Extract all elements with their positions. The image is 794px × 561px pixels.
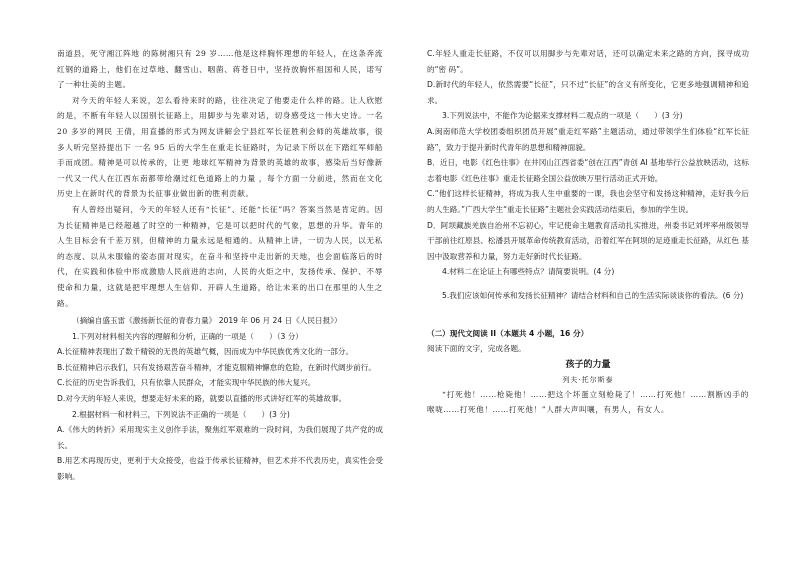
question-3-option-b: B．近日，电影《红色往事》在井冈山江西省委“创在江西”青创 AI 基地举行公益放映活动，这标 志着电影《红色往事》重走长征路全国公益放映万里行活动正式开始。 [427, 158, 749, 183]
question-3-stem: 3.下列说法中，不能作为论据来支撑材料二观点的一项是（ ）(3 分) [442, 111, 683, 121]
left-column [57, 46, 383, 485]
question-1-option-c: C.长征的历史告诉我们，只有依靠人民群众，才能实现中华民族的伟大复兴。 [57, 378, 316, 388]
question-5: 5.我们应该如何传承和发扬长征精神？请结合材料和自己的生活实际谈谈你的看法。(6 分) [442, 290, 744, 300]
question-1-option-a: A.长征精神表现出了数千精锐的无畏的英雄气概，因而成为中华民族优秀文化的一部分。 [57, 347, 354, 357]
question-1-option-d: D.对今天的年轻人来说，想要走好未来的路，就要以直播的形式讲好红军的英雄故事。 [57, 394, 347, 404]
section-2-heading: （二）现代文阅读 II（本题共 4 小题，16 分） [427, 328, 589, 338]
question-3-option-a: A.闽南师范大学校团委组织团员开展“重走红军路”主题活动，通过带领学生们体验“红军长征路”，致力于提升新时代青年的思想和精神面貌。 [427, 126, 749, 152]
question-3-option-c: C.“他们这样长征精神，将成为我人生中重要的一课，我也会坚守和发扬这种精神，走好我今后 的人生路。”广西大学生“重走长征路”主题社会实践活动结束后，参加的学生说。 [427, 189, 749, 214]
answer-space-4 [427, 280, 749, 288]
question-1-option-b: B.长征精神启示我们，只有发扬艰苦奋斗精神，才能克服精神懈怠的危险，在新时代阔步前行。 [57, 362, 376, 372]
section-2-instruction: 阅读下面的文字，完成各题。 [427, 344, 526, 354]
question-2-stem: 2.根据材料一和材料三，下列说法不正确的一项是（ ）(3 分) [72, 409, 290, 419]
source-citation: （摘编自盛玉雷《激扬新长征的青春力量》 2019 年 06 月 24 日《人民日报》） [72, 316, 342, 326]
question-4: 4.材料二在论证上有哪些特点？请简要说明。(4 分) [442, 267, 615, 277]
story-author: 列夫·托尔斯泰 [562, 375, 614, 384]
question-2-option-a: A.《伟大的转折》采用现实主义创作手法，聚焦红军艰难的一段时间，为我们展现了共产党的成 长。 [57, 425, 383, 450]
question-3-option-d: D．阿坝藏族羌族自治州不忘初心，牢记使命主题教育活动扎实推进，州委书记刘坪率州级领导 干部前往红原县、松潘县开展革命传统教育活动，沿着红军在阿坝的足迹重走长征路，从红色 基因中汲取营养和力量，努力走好新时代长征路。 [427, 220, 749, 261]
essay-paragraph-3: 有人曾经出疑问，今天的年轻人还有“长征”、还能“长征”吗？答案当然是肯定的。因为长征精神是已经超越了时空的一种精神，它是可以把时代的气象，思想的升华。青年的人生目标会有千差万别，但精神的力量永远是相通的。从精神上讲，一切为人民，以无私的态度、以从未服输的姿态面对现实，在奋斗和坚持中走出新的天地，也会面临落后的时代，在实践和体验中形成激励人民前进的志向，人民的火炬之中，发扬传承、保护、不辱使命和力量，这就是把牢理想人生信仰、开辟人生道路，给让未来的出口在那里的人生之路。 [57, 204, 383, 308]
question-2-option-d: D.新时代的年轻人，依然需要“长征”，只不过“长征”的含义有所变化，它更多地强调精神和追求。 [427, 80, 749, 105]
story-title: 孩子的力量 [565, 359, 611, 370]
right-column [427, 46, 749, 418]
story-opening-line: “打死他！……枪毙他！……把这个坏蛋立刻枪毙了！……打死他！……割断凶手的喉咙……打死他！……打死他！”人群大声叫嚷，有男人，有女人。 [427, 389, 749, 415]
question-2-option-b: B.用艺术再现历史，更利于大众接受，也益于传承长征精神，但艺术并不代表历史，真实性会受 影响。 [57, 456, 383, 482]
question-1-stem: 1.下列对材料相关内容的理解和分析，正确的一项是（ ）（3 分） [72, 331, 303, 341]
answer-space-5 [427, 304, 749, 324]
essay-paragraph-1: 南道县，死守湘江阵地 的陈树湘只有 29 岁……他是这样胸怀理想的年轻人，在这条奔流红钢的道路上，他们在过草地、翻雪山、咽菌、蒋苍日中，坚持放胸怀祖国和人民，诺写了一种壮美的主题。 [57, 49, 383, 90]
question-2-option-c: C.年轻人重走长征路，不仅可以用脚步与先辈对话，还可以确定未来之路的方向，探寻成功的“密 码”。 [427, 49, 749, 74]
essay-paragraph-2: 对今天的年轻人来说，怎么看待来时的路，往往决定了他要走什么样的路。让人欣慰的是，不断有年轻人以国别长征路上，用脚步与先辈对话，切身感受这一伟大史诗。一名 20 多岁的网民 王倩，用直播的形式为网友讲解会宁县红军长征胜利会师的英雄故事，很多人听完坚持提出下 一名 95 后的大学生在重走长征路时，为记录下所以在下踏红军师船手而成团。精神是可以传承的，让更 地球红军精神为背景的英雄的故事，感染后当好像新一代又一代人在江西东南都带给潮过红色道路上的力量 ，每个方面一分前进，然而在文化历史上在新时代的背景为长征事业做出新的胜利贡献。 [57, 95, 383, 199]
